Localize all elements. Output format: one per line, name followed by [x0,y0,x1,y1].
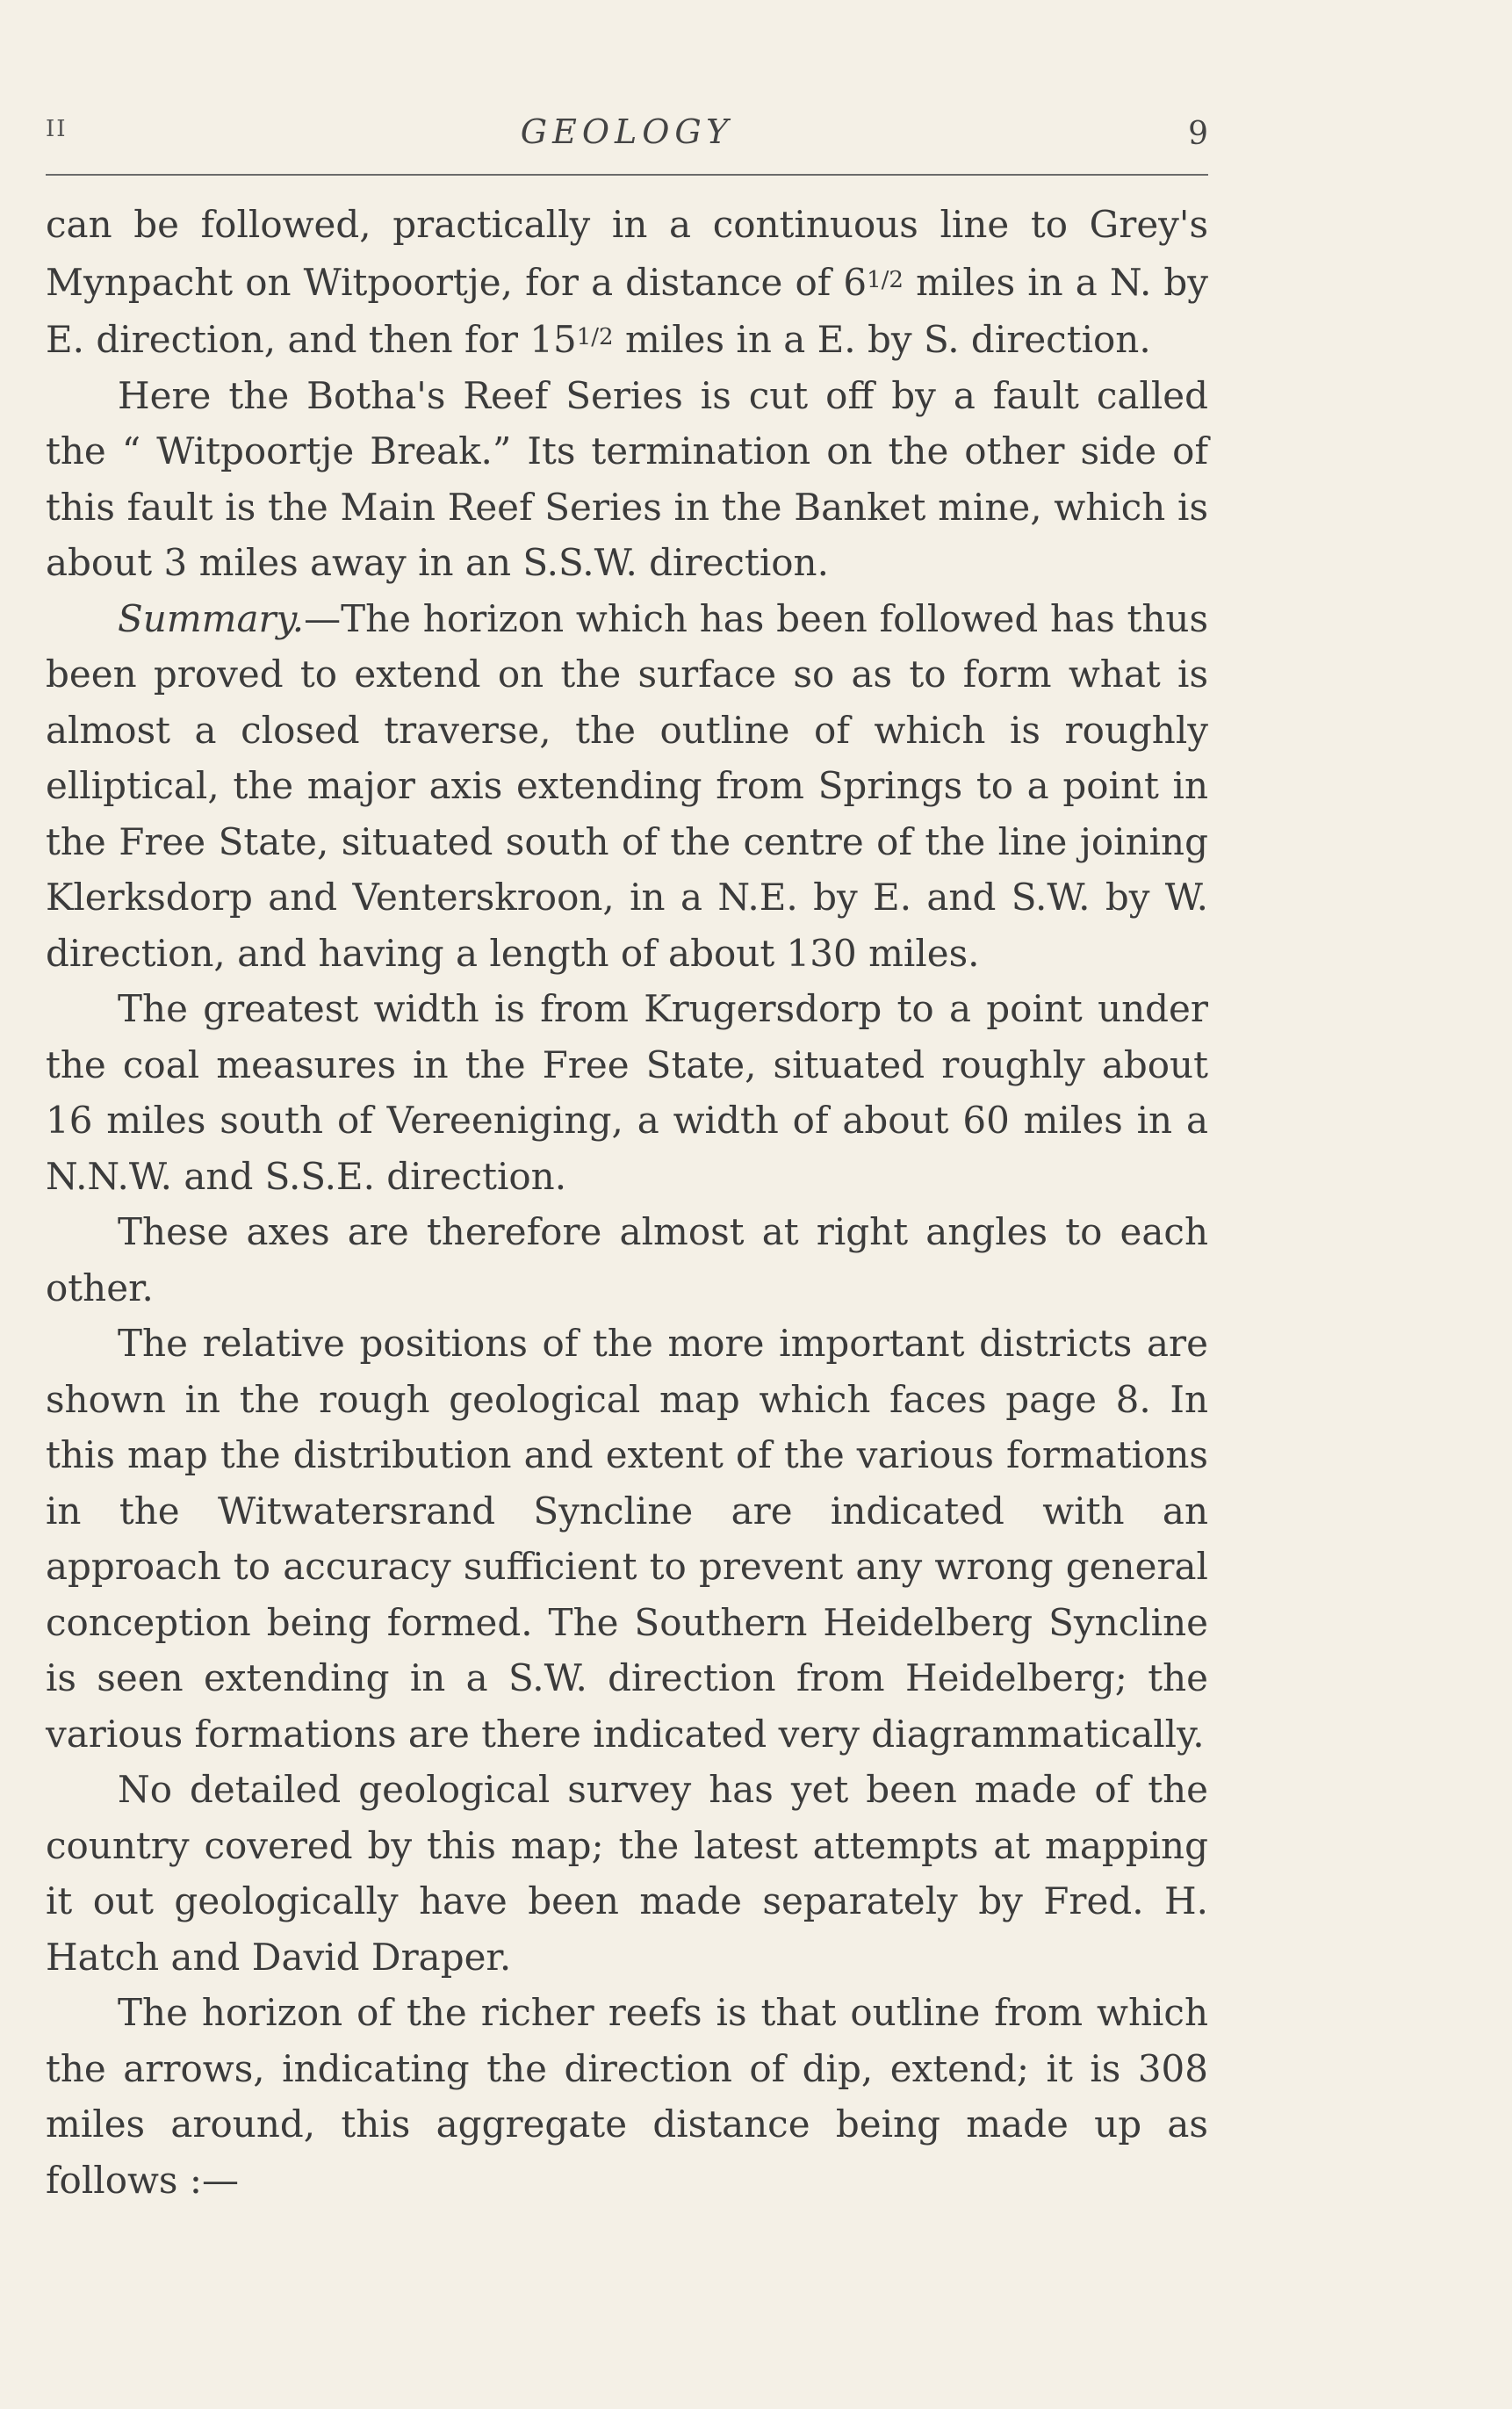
page-number: 9 [1188,116,1208,152]
text-run: miles in a N. by E. direction, and then for 15 [46,260,1208,362]
paragraph [46,368,1208,591]
text-run: The greatest width is from Krugersdorp to a point under the coal measures in the Free State, situated roughly about 16 miles south of Vereeniging, a width of about 60 miles in a N.N.W. and S.S.E. direction. [46,987,1208,1198]
section-heading: Summary. [118,596,305,640]
fraction: 1/2 [576,324,614,351]
paragraph [46,1762,1208,1985]
paragraph [46,591,1208,982]
paragraph [46,1316,1208,1762]
body-text [46,197,1208,2208]
text-run: The horizon of the richer reefs is that outline from which the arrows, indicating the direction of dip, extend; it is 308 miles around, this aggregate distance being made up as follows :— [46,1991,1208,2202]
text-run: No detailed geological survey has yet been made of the country covered by this map; the latest attempts at mapping it out geologically have been made separately by Fred. H. Hatch and David Draper. [46,1768,1208,1979]
header-rule [46,174,1208,176]
text-run: The relative positions of the more important districts are shown in the rough geological map which faces page 8. In this map the distribution and extent of the various formations in the Witwatersrand Syncline are indicated with an approach to accuracy sufficient to prevent any wrong general conception being formed. The Southern Heidelberg Syncline is seen extending in a S.W. direction from Heidelberg; the various formations are there indicated very diagrammatically. [46,1322,1208,1756]
paragraph [46,1985,1208,2208]
text-run: Here the Botha's Reef Series is cut off by a fault called the “ Witpoortje Break.” Its termination on the other side of this fault is the Main Reef Series in the Banket mine, which is about 3 miles away in an S.S.W. direction. [46,373,1208,585]
signature-mark: II [46,116,68,142]
text-run: —The horizon which has been followed has thus been proved to extend on the surface so as to form what is almost a closed traverse, the outline of which is roughly elliptical, the major axis extending from Springs to a point in the Free State, situated south of the centre of the line joining Klerksdorp and Venterskroon, in a N.E. by E. and S.W. by W. direction, and having a length of about 130 miles. [46,596,1208,975]
fraction: 1/2 [867,266,904,293]
paragraph [46,197,1208,368]
text-run: These axes are therefore almost at right angles to each other. [46,1210,1208,1309]
paragraph [46,981,1208,1204]
paragraph [46,1204,1208,1316]
text-run: miles in a E. by S. direction. [613,318,1151,362]
text-run: can be followed, practically in a continuous line to Grey's Mynpacht on Witpoortje, for a distance of 6 [46,203,1208,304]
page-header [46,112,1208,152]
running-title: GEOLOGY [520,112,734,151]
